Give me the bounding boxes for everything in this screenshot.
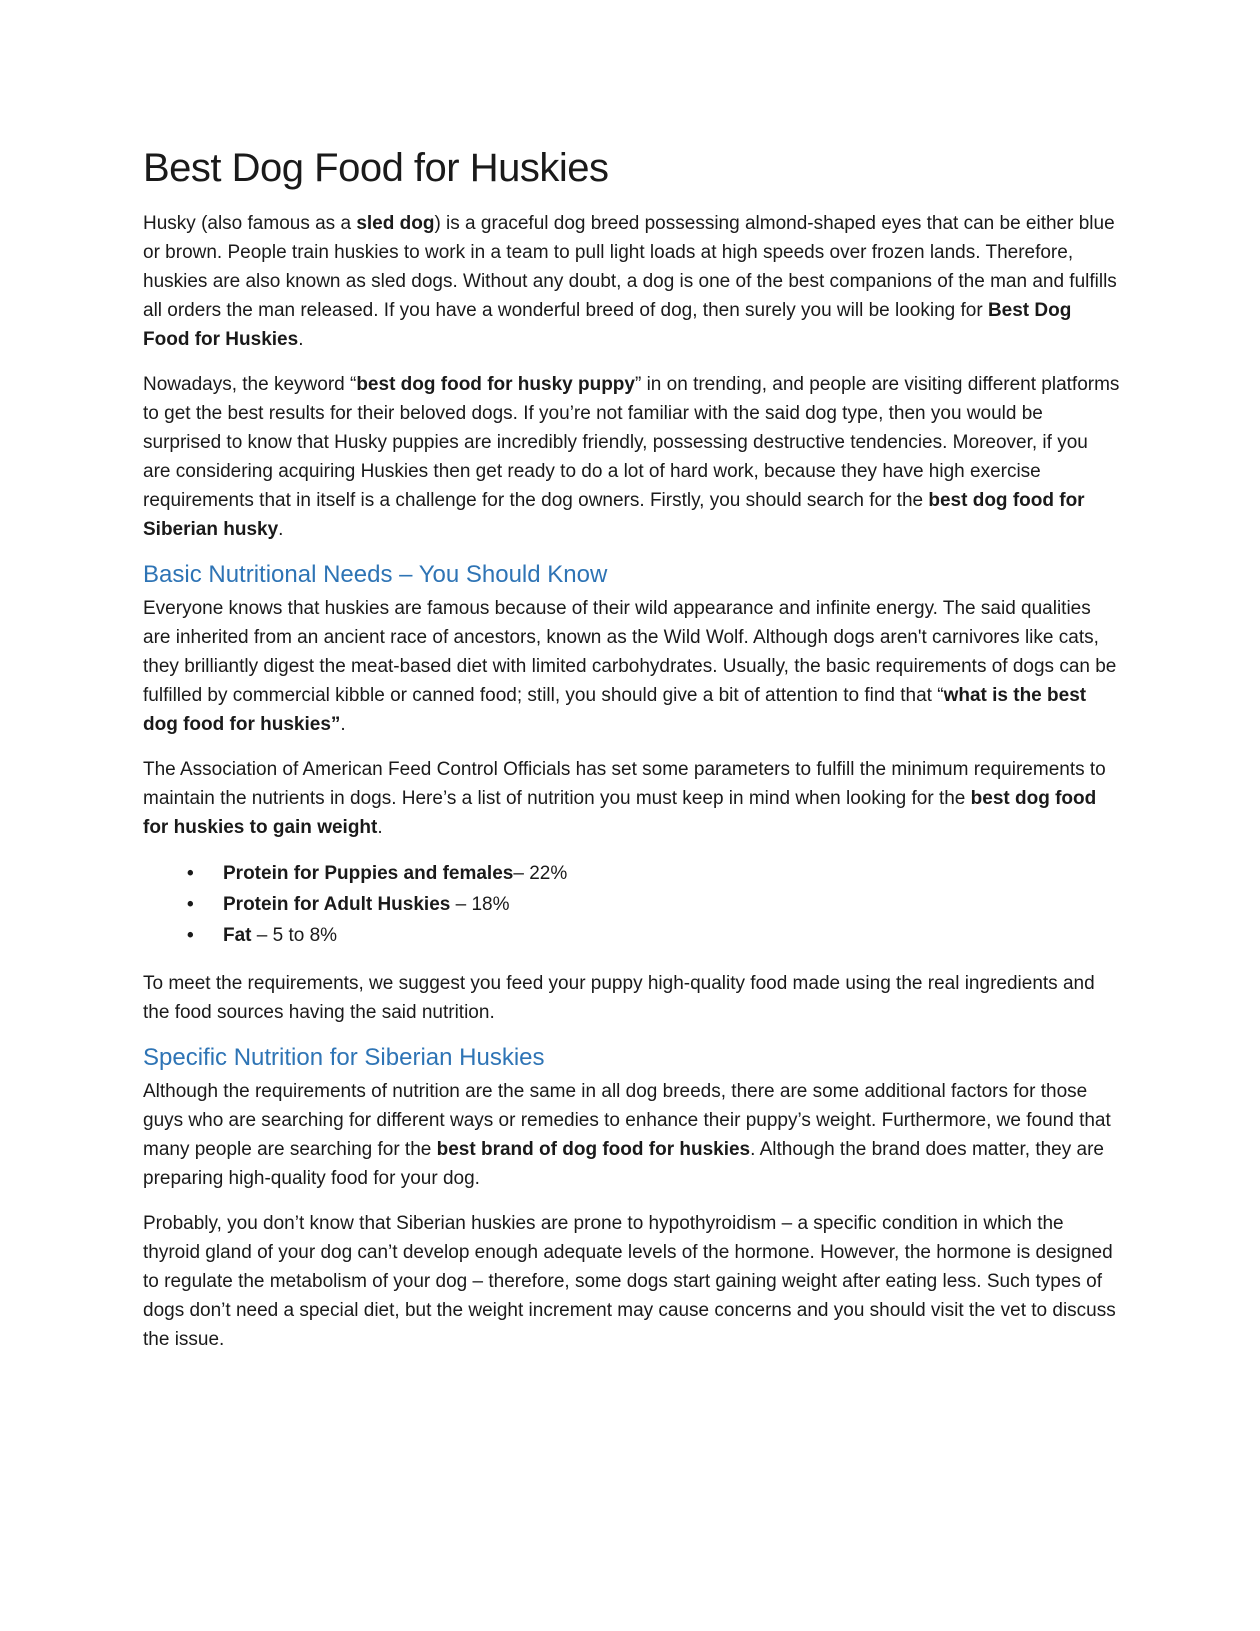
nutrition-requirements-list [143, 858, 1120, 951]
paragraph-basic-nutrition-2: The Association of American Feed Control Officials has set some parameters to fulfill the minimum requirements to maintain the nutrients in dogs. Here’s a list of nutrition you must keep in mind when looking for the best dog food for huskies to gain weight. [143, 759, 1106, 838]
paragraph-intro-2: Nowadays, the keyword “best dog food for husky puppy” in on trending, and people are visiting different platforms to get the best results for their beloved dogs. If you’re not familiar with the said dog type, then you would be surprised to know that Husky puppies are incredibly friendly, possessing destructive tendencies. Moreover, if you are considering acquiring Huskies then get ready to do a lot of hard work, because they have high exercise requirements that in itself is a challenge for the dog owners. Firstly, you should search for the best dog food for Siberian husky. [143, 374, 1120, 540]
list-item-text: Protein for Puppies and females– 22% [223, 863, 568, 884]
list-item-text: Protein for Adult Huskies – 18% [223, 894, 510, 915]
bullet-icon: • [187, 894, 194, 915]
list-item-text: Fat – 5 to 8% [223, 925, 338, 946]
paragraph-specific-nutrition-1: Although the requirements of nutrition are the same in all dog breeds, there are some additional factors for those guys who are searching for different ways or remedies to enhance their puppy’s weight. Furthermore, we found that many people are searching for the best brand of dog food for huskies. Although the brand does matter, they are preparing high-quality food for your dog. [143, 1081, 1111, 1189]
section-heading-specific-nutrition: Specific Nutrition for Siberian Huskies [143, 1044, 545, 1071]
list-item-fat [143, 920, 1120, 951]
paragraph-basic-nutrition-3: To meet the requirements, we suggest you feed your puppy high-quality food made using the real ingredients and the food sources having the said nutrition. [143, 973, 1095, 1023]
paragraph-intro-1: Husky (also famous as a sled dog) is a graceful dog breed possessing almond-shaped eyes that can be either blue or brown. People train huskies to work in a team to pull light loads at high speeds over frozen lands. Therefore, huskies are also known as sled dogs. Without any doubt, a dog is one of the best companions of the man and fulfills all orders the man released. If you have a wonderful breed of dog, then surely you will be looking for Best Dog Food for Huskies. [143, 213, 1117, 350]
list-item-protein-puppies [143, 858, 1120, 889]
list-item-protein-adult [143, 889, 1120, 920]
bullet-icon: • [187, 925, 194, 946]
document-title: Best Dog Food for Huskies [143, 146, 609, 190]
paragraph-basic-nutrition-1: Everyone knows that huskies are famous because of their wild appearance and infinite energy. The said qualities are inherited from an ancient race of ancestors, known as the Wild Wolf. Although dogs aren't carnivores like cats, they brilliantly digest the meat-based diet with limited carbohydrates. Usually, the basic requirements of dogs can be fulfilled by commercial kibble or canned food; still, you should give a bit of attention to find that “what is the best dog food for huskies”. [143, 598, 1117, 735]
section-heading-basic-nutritional-needs: Basic Nutritional Needs – You Should Know [143, 561, 608, 588]
bullet-icon: • [187, 863, 194, 884]
paragraph-specific-nutrition-2: Probably, you don’t know that Siberian huskies are prone to hypothyroidism – a specific condition in which the thyroid gland of your dog can’t develop enough adequate levels of the hormone. However, the hormone is designed to regulate the metabolism of your dog – therefore, some dogs start gaining weight after eating less. Such types of dogs don’t need a special diet, but the weight increment may cause concerns and you should visit the vet to discuss the issue. [143, 1213, 1116, 1350]
document-content [143, 144, 1120, 1354]
